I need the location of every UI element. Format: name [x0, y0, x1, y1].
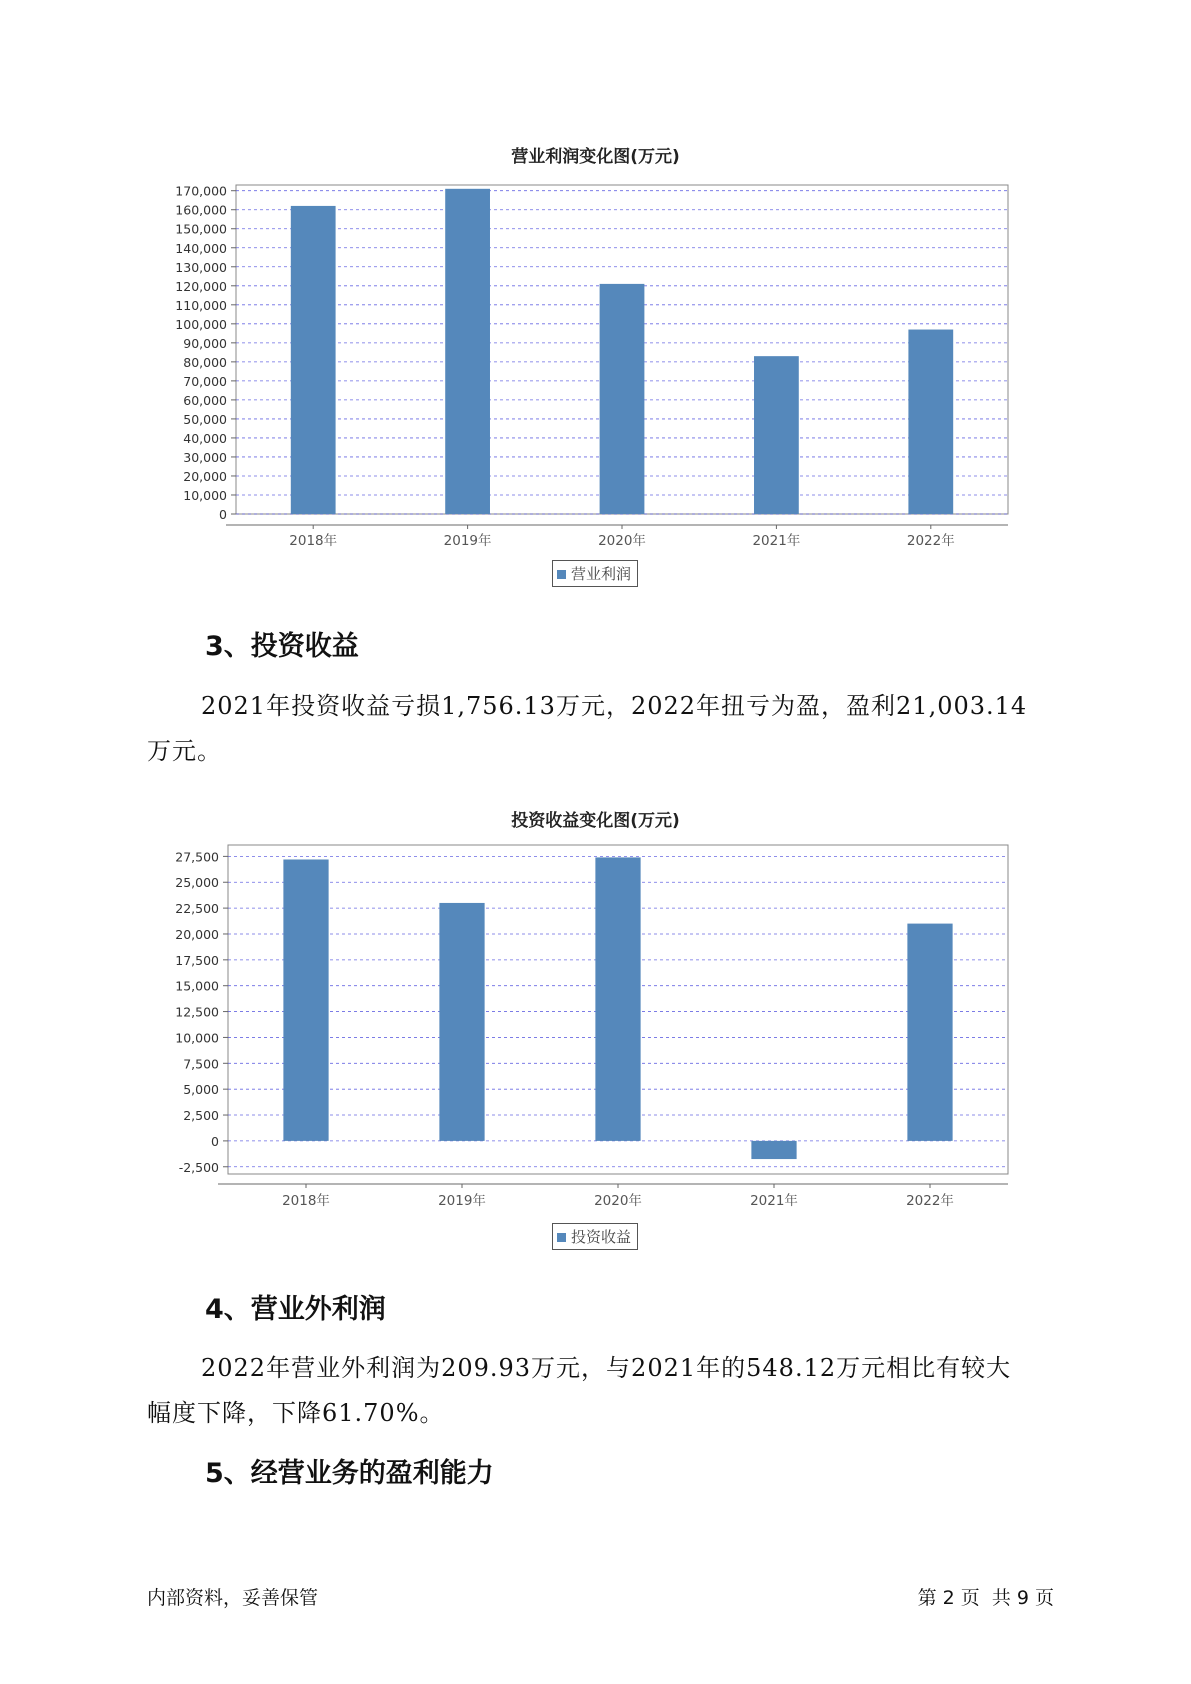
chart2-title: 投资收益变化图(万元)	[511, 811, 680, 831]
bar	[283, 859, 328, 1140]
y-tick-label: 150,000	[175, 221, 227, 237]
y-tick-label: 0	[211, 1133, 219, 1149]
section-4-heading: 4、营业外利润	[205, 1294, 386, 1325]
y-tick-label: 7,500	[183, 1056, 219, 1072]
y-tick-label: 27,500	[175, 849, 219, 865]
y-tick-label: 70,000	[183, 373, 227, 389]
y-tick-label: 90,000	[183, 335, 227, 351]
y-tick-label: 22,500	[175, 901, 219, 917]
x-tick-label: 2021年	[750, 1193, 798, 1209]
bar	[439, 903, 484, 1141]
legend-swatch	[557, 1233, 566, 1242]
y-tick-label: 15,000	[175, 978, 219, 994]
footer-left: 内部资料，妥善保管	[147, 1587, 319, 1609]
y-tick-label: 110,000	[175, 297, 227, 313]
y-tick-label: 20,000	[183, 468, 227, 484]
bar	[595, 857, 640, 1140]
y-tick-label: 130,000	[175, 259, 227, 275]
section-3-heading: 3、投资收益	[205, 631, 359, 662]
bar	[751, 1141, 796, 1159]
footer-page-number: 第 2 页 共 9 页	[917, 1587, 1054, 1609]
y-tick-label: 12,500	[175, 1004, 219, 1020]
y-tick-label: 80,000	[183, 354, 227, 370]
section-3-line-2: 万元。	[147, 737, 222, 765]
y-tick-label: 170,000	[175, 183, 227, 199]
y-tick-label: 10,000	[175, 1030, 219, 1046]
y-tick-label: 100,000	[175, 316, 227, 332]
x-tick-label: 2019年	[443, 533, 492, 549]
section-3-line-1: 2021年投资收益亏损1,756.13万元，2022年扭亏为盈，盈利21,003.14	[201, 692, 1028, 720]
chart2-legend	[552, 1223, 638, 1250]
y-tick-label: 50,000	[183, 411, 227, 427]
y-tick-label: 25,000	[175, 875, 219, 891]
x-tick-label: 2022年	[906, 1193, 954, 1209]
y-tick-label: 17,500	[175, 952, 219, 968]
y-tick-label: 10,000	[183, 487, 227, 503]
y-tick-label: 60,000	[183, 392, 227, 408]
y-tick-label: 20,000	[175, 926, 219, 942]
x-tick-label: 2022年	[906, 533, 955, 549]
x-tick-label: 2020年	[598, 533, 646, 549]
y-tick-label: 120,000	[175, 278, 227, 294]
y-tick-label: -2,500	[178, 1159, 219, 1175]
x-tick-label: 2020年	[594, 1193, 642, 1209]
chart1-legend-label: 营业利润	[571, 565, 632, 583]
section-4-paragraph	[147, 1346, 1057, 1436]
x-tick-label: 2019年	[438, 1193, 486, 1209]
section-5-heading: 5、经营业务的盈利能力	[205, 1458, 494, 1489]
bar	[907, 924, 952, 1141]
y-tick-label: 140,000	[175, 240, 227, 256]
y-tick-label: 0	[219, 507, 227, 522]
y-tick-label: 2,500	[183, 1108, 219, 1124]
section-4-line-1: 2022年营业外利润为209.93万元，与2021年的548.12万元相比有较大	[201, 1354, 1012, 1382]
x-tick-label: 2018年	[289, 533, 338, 549]
chart1-title: 营业利润变化图(万元)	[511, 147, 680, 167]
x-tick-label: 2018年	[282, 1193, 330, 1209]
y-tick-label: 5,000	[183, 1082, 219, 1098]
y-tick-label: 40,000	[183, 430, 227, 446]
chart2-legend-label: 投资收益	[571, 1228, 632, 1246]
y-tick-label: 30,000	[183, 449, 227, 465]
x-tick-label: 2021年	[752, 533, 801, 549]
y-tick-label: 160,000	[175, 202, 227, 218]
section-4-line-2: 幅度下降，下降61.70%。	[147, 1399, 445, 1427]
